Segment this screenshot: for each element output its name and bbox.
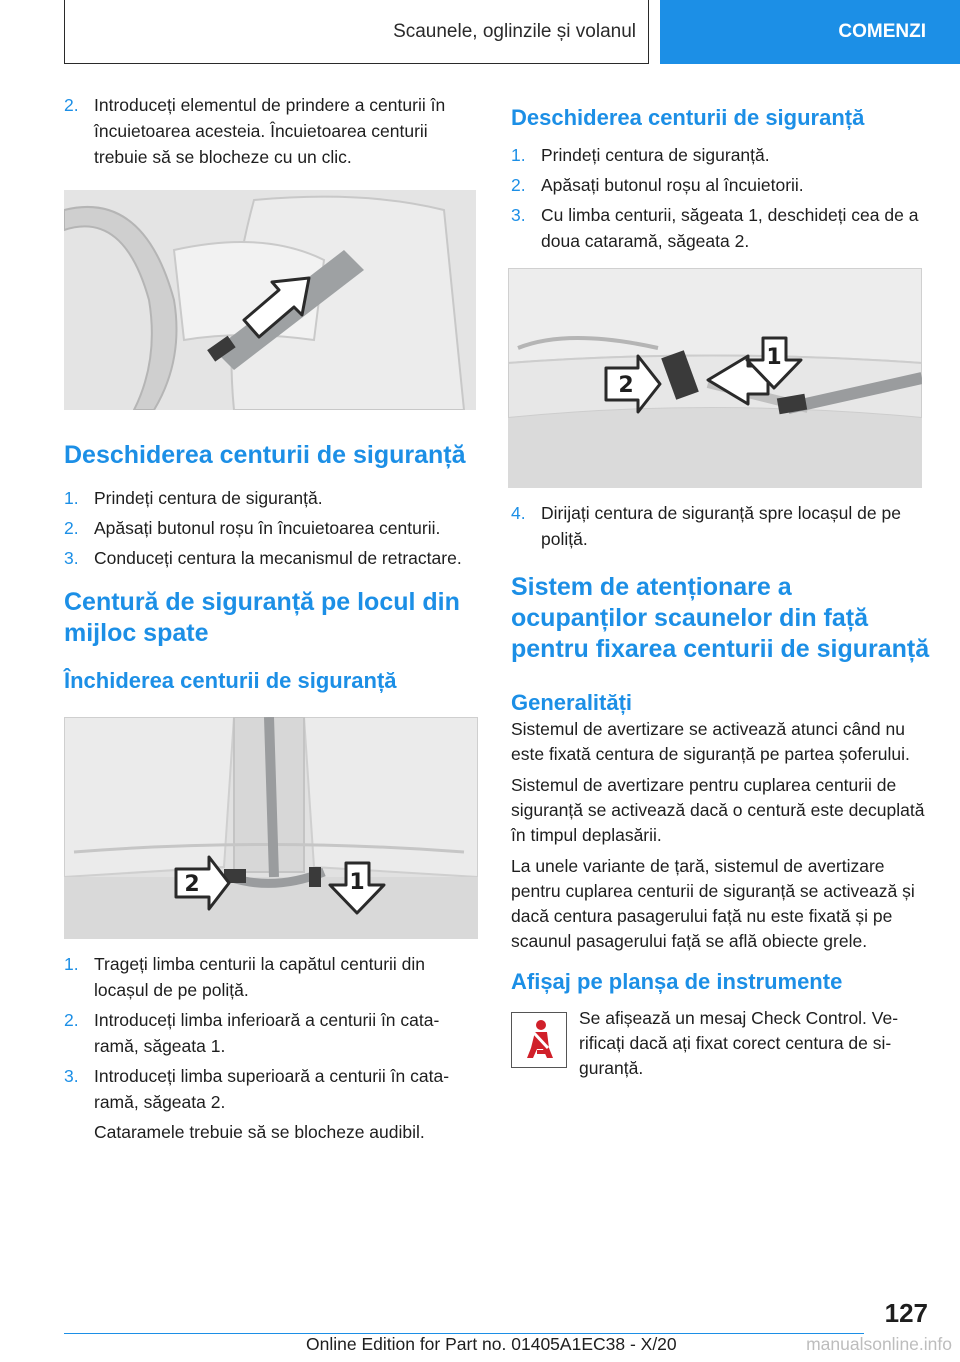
page-number: 127 bbox=[884, 1298, 928, 1328]
list-item bbox=[511, 500, 931, 552]
step-number: 1. bbox=[64, 954, 79, 974]
close-steps bbox=[64, 951, 478, 1115]
step-text: Dirijați centura de siguranță spre locașul de pe poliță. bbox=[541, 503, 901, 549]
photo-label-2: 2 bbox=[184, 872, 200, 897]
list-item bbox=[64, 1063, 478, 1115]
step-number: 3. bbox=[511, 205, 526, 225]
step-text: Introduceți elementul de prindere a centurii în încuietoarea acesteia. Încuietoarea centurii trebuie să se blocheze cu un clic. bbox=[94, 95, 446, 167]
paragraph: La unele variante de țară, sistemul de avertizare pentru cuplarea centurii de siguranță se activează și dacă centura pasagerului față nu este fixată și pe scaunul pasagerului față se află obiecte grele. bbox=[511, 856, 915, 951]
list-item bbox=[64, 1007, 478, 1059]
list-item bbox=[511, 202, 931, 254]
buckle-release-photo bbox=[508, 268, 922, 488]
step-text: Trageți limba centurii la capătul centurii din locașul de pe poliță. bbox=[94, 954, 426, 1000]
open-steps bbox=[64, 485, 478, 571]
footer-edition: Online Edition for Part no. 01405A1EC38 - X/20 bbox=[306, 1334, 677, 1354]
step-number: 3. bbox=[64, 1066, 79, 1086]
step-text: Prindeți centura de siguranță. bbox=[94, 488, 323, 508]
step-text: Apăsați butonul roșu al încuietorii. bbox=[541, 175, 804, 195]
step-text: Introduceți limba inferioară a centurii în cataramă, săgeata 1. bbox=[94, 1010, 440, 1056]
subheading-close-belt: Închiderea centurii de siguranță bbox=[64, 668, 397, 693]
step-text: Conduceți centura la mecanismul de retractare. bbox=[94, 548, 462, 568]
front-seat-belt-photo bbox=[64, 190, 476, 410]
list-item bbox=[64, 951, 478, 1003]
step-number: 2. bbox=[64, 95, 79, 115]
footer-watermark: manualsonline.info bbox=[806, 1334, 952, 1354]
list-item bbox=[511, 172, 931, 198]
step-text: Introduceți limba superioară a centurii în cataramă, săgeata 2. bbox=[94, 1066, 450, 1112]
paragraph: Sistemul de avertizare se activează atunci când nu este fixată centura de siguranță pe partea șoferului. bbox=[511, 719, 910, 764]
display-text: Se afișează un mesaj Check Control. Verificați dacă ați fixat corect centura de siguranță. bbox=[579, 1008, 899, 1078]
photo-label-2: 2 bbox=[618, 373, 634, 398]
paragraph: Sistemul de avertizare pentru cuplarea centurii de siguranță se activează dacă o centură este decuplată în timpul deplasării. bbox=[511, 775, 925, 845]
photo-label-1: 1 bbox=[766, 345, 782, 370]
step-number: 2. bbox=[64, 518, 79, 538]
close-note: Cataramele trebuie să se blocheze audibil. bbox=[94, 1122, 425, 1142]
step-text: Apăsați butonul roșu în încuietoarea centurii. bbox=[94, 518, 441, 538]
step-number: 4. bbox=[511, 503, 526, 523]
list-item bbox=[511, 142, 931, 168]
step-number: 2. bbox=[64, 1010, 79, 1030]
step-number: 1. bbox=[511, 145, 526, 165]
heading-middle-seat-belt: Centură de siguranță pe locul din mijloc spate bbox=[64, 588, 460, 647]
list-item bbox=[64, 92, 478, 170]
subheading-instrument-display: Afișaj pe planșa de instrumente bbox=[511, 969, 843, 994]
step-text: Prindeți centura de siguranță. bbox=[541, 145, 770, 165]
right-column bbox=[511, 104, 931, 1087]
right-open-steps bbox=[511, 142, 931, 254]
list-item bbox=[64, 515, 478, 541]
step-number: 1. bbox=[64, 488, 79, 508]
photo-label-1: 1 bbox=[349, 870, 365, 895]
seatbelt-warning-icon bbox=[511, 1012, 567, 1068]
subheading-general: Generalități bbox=[511, 690, 633, 715]
right-step-4 bbox=[511, 500, 931, 552]
intro-steps bbox=[64, 92, 478, 170]
chapter-title: COMENZI bbox=[838, 21, 926, 42]
list-item bbox=[64, 485, 478, 511]
step-text: Cu limba centurii, săgeata 1, deschideți cea de a doua cataramă, săgeata 2. bbox=[541, 205, 919, 251]
chapter-tab[interactable] bbox=[660, 0, 960, 64]
heading-open-middle-belt: Deschiderea centurii de siguranță bbox=[511, 105, 865, 130]
heading-open-belt: Deschiderea centurii de siguranță bbox=[64, 441, 466, 469]
step-number: 3. bbox=[64, 548, 79, 568]
section-title: Scaunele, oglinzile și volanul bbox=[393, 20, 636, 42]
rear-middle-belt-photo bbox=[64, 717, 478, 939]
section-header bbox=[64, 0, 649, 64]
display-block bbox=[511, 1006, 931, 1087]
left-column bbox=[64, 92, 478, 1149]
heading-warning-system: Sistem de atenționare a ocupanților scaunelor din față pentru fixarea centurii de siguranță bbox=[511, 573, 930, 663]
step-number: 2. bbox=[511, 175, 526, 195]
list-item bbox=[64, 545, 478, 571]
